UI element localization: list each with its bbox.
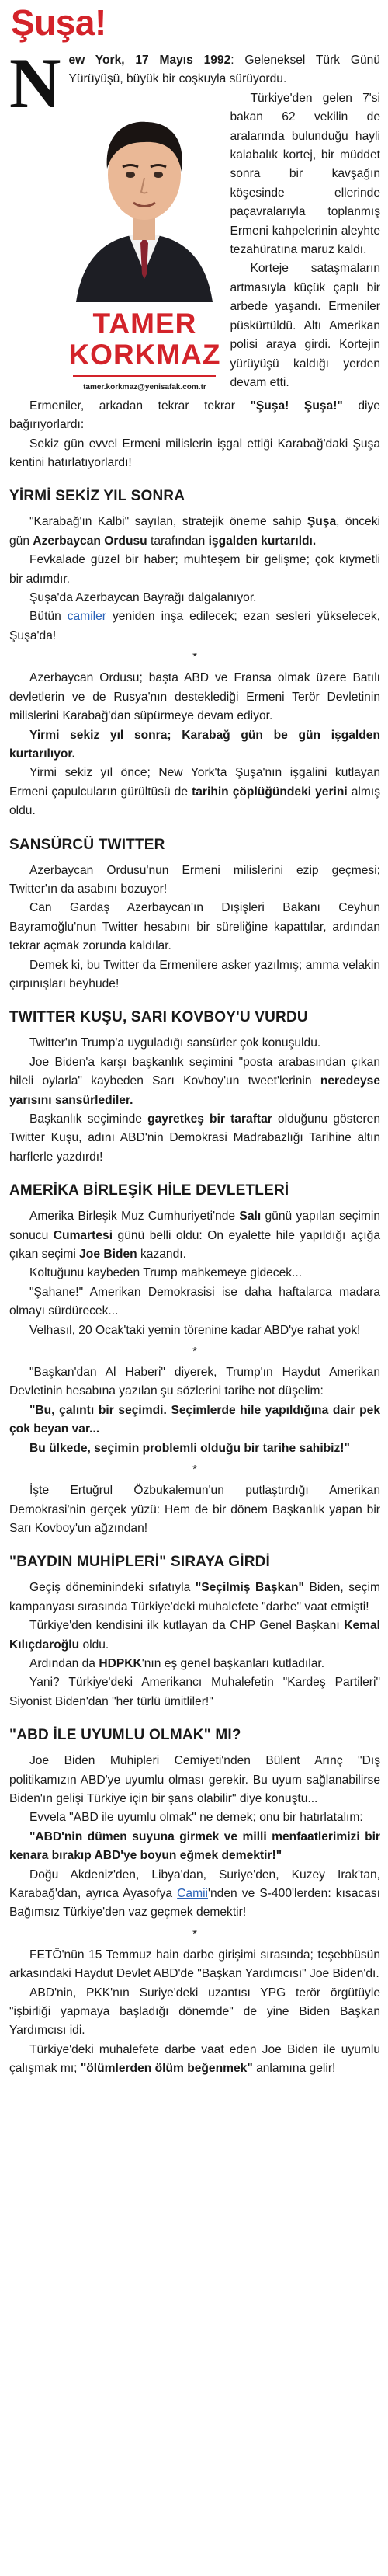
paragraph: İşte Ertuğrul Özbukalemun'un putlaştırdığı Amerikan Demokrasi'nin gerçek yüzü: Hem de bir dönem Başkanlık yapan bir Sarı Kovboy'un ağzından!: [9, 1484, 380, 1535]
paragraph: [9, 1655, 380, 1673]
text: Ardından da: [29, 1656, 99, 1670]
paragraph: [9, 1110, 380, 1167]
lede-text: ew York,: [68, 54, 136, 67]
author-name: [68, 308, 220, 371]
section-heading-abd-uyumlu: "ABD İLE UYUMLU OLMAK" MI?: [9, 1727, 241, 1744]
paragraph: Azerbaycan Ordusu; başta ABD ve Fransa olmak üzere Batılı devletlerin ve de Rusya'nın desteklediği Ermeni Terör Devletinin milislerini Karabağ'dan süpürmeye devam ediyor.: [9, 671, 380, 723]
article: [0, 2, 388, 2576]
text: Bütün: [29, 610, 68, 624]
author-portrait: [68, 94, 220, 302]
paragraph: Can Gardaş Azerbaycan'ın Dışişleri Bakanı Ceyhun Bayramoğlu'nun Twitter hesabını bir süreliğine kapattılar, ardından tekrar açmak zorunda kaldılar.: [9, 901, 380, 953]
text: Türkiye'deki muhalefete darbe vaat eden Joe Biden ile uyumlu çalışmak mı;: [9, 2042, 380, 2076]
bold-text: HDPKK: [99, 1656, 142, 1670]
bold-quote: Bu ülkede, seçimin problemli olduğu bir tarihe sahibiz!": [29, 1441, 350, 1455]
lede: [9, 44, 380, 472]
paragraph: [9, 1207, 380, 1264]
text: "Karabağ'ın Kalbi" sayılan, stratejik öneme sahip: [29, 515, 307, 529]
section-heading-twitter-kusu: TWITTER KUŞU, SARI KOVBOY'U VURDU: [9, 1009, 308, 1026]
paragraph: ABD'nin, PKK'nın Suriye'deki uzantısı YPG terör örgütüyle "işbirliği yapmaya başladığı dönemde" de yine Biden Başkan Yardımcısı idi.: [9, 1986, 380, 2038]
text: Türkiye'den kendisini ilk kutlayan da CHP Genel Başkanı: [29, 1619, 345, 1633]
text: Amerika Birleşik Muz Cumhuriyeti'nde: [29, 1210, 240, 1224]
lede-paragraph-3: Korteje sataşmaların artmasıyla küçük çaplı bir arbede yaşandı. Ermeniler püskürtüldü. Altı Amerikan polisi araya girdi. Kortejin yürüyüşü kaldığı yerden devam etti.: [230, 262, 380, 389]
paragraph: Evvela "ABD ile uyumlu olmak" ne demek; onu bir hatırlatalım:: [29, 1811, 363, 1825]
lede-date: 17 Mayıs 1992: [135, 54, 231, 67]
text: Başkanlık seçiminde: [29, 1112, 148, 1126]
text: tarafından: [147, 534, 209, 548]
paragraph: "Şahane!" Amerikan Demokrasisi ise daha haftalarca madara olmayı sürdürecek...: [9, 1285, 380, 1318]
bold-text: Joe Biden: [79, 1248, 137, 1262]
section-heading-hile-devletleri: AMERİKA BİRLEŞİK HİLE DEVLETLERİ: [9, 1182, 289, 1199]
author-email[interactable]: tamer.korkmaz@yenisafak.com.tr: [83, 382, 206, 392]
text: günü belli oldu: On eyalette hile yapıldığı açığa çıkan seçimi: [9, 1228, 380, 1262]
drop-cap: N: [9, 44, 61, 123]
paragraph: Joe Biden Muhipleri Cemiyeti'nden Bülent Arınç "Dış politikamızın ABD'ye uyumlu olması gerekir. Bu uyum sağlanabilirse Biden'ın gelişi Türkiye için bir şans olabilir" diye konuştu...: [9, 1754, 380, 1805]
paragraph: [9, 2041, 380, 2079]
lede-text: : Geleneksel Türk Günü Yürüyüşü, büyük bir coşkuyla sürüyordu.: [68, 54, 380, 86]
section-heading-yirmi-sekiz: YİRMİ SEKİZ YIL SONRA: [9, 488, 185, 505]
paragraph: Fevkalade güzel bir haber; muhteşem bir gelişme; çok kıymetli bir adımdır.: [9, 553, 380, 586]
separator-star: *: [192, 650, 197, 664]
text: anlamına gelir!: [252, 2062, 336, 2076]
text: 'nden ve S-400'lerden: kısacası Bağımsız Türkiye'den vaz geçmek demektir!: [9, 1887, 380, 1920]
lede-paragraph-2: Türkiye'den gelen 7'si bakan 62 vekilin de aralarında bulunduğu hayli kalabalık kortej, bir müddet sonra bir kavşağın köşesinde ellerinde paçavralarıyla toplanmış Ermeni kahpelerinin aleyhte tezahüratına maruz kaldı.: [230, 91, 380, 257]
text: günü yapılan seçimin sonucu: [9, 1210, 380, 1242]
text: Joe Biden'a karşı başkanlık seçimini "posta arabasından çıkan hileli oylarla" kaybeden Sarı Kovboy'un tweet'lerinin: [9, 1055, 380, 1088]
paragraph: [9, 1401, 380, 1439]
paragraph: [9, 1053, 380, 1110]
text: diye bağırıyorlardı:: [9, 399, 380, 432]
separator-star: *: [192, 1345, 197, 1359]
text: , önceki gün: [9, 515, 380, 548]
page-title: Şuşa!: [11, 2, 106, 43]
section-heading-sansurcu: SANSÜRCÜ TWITTER: [9, 836, 165, 853]
link-camii[interactable]: Camii: [177, 1887, 208, 1900]
text: Geçiş döneminindeki sıfatıyla: [29, 1581, 196, 1595]
text: Yirmi sekiz yıl önce; New York'ta Şuşa'nın işgalini kutlayan Ermeni çapulcuların gürültüsü de: [9, 766, 380, 799]
paragraph: [9, 607, 380, 646]
paragraph: [9, 513, 380, 551]
lede-paragraph-4: [9, 397, 380, 435]
bold-quote: "ABD'nin dümen suyuna girmek ve milli menfaatlerimizi bir kenara bırakıp ABD'ye boyun eğmek demektir!": [9, 1829, 380, 1863]
bold-text: "Seçilmiş Başkan": [195, 1581, 304, 1595]
paragraph: [9, 1866, 380, 1923]
paragraph: FETÖ'nün 15 Temmuz hain darbe girişimi sırasında; teşebbüsün arkasındaki Haydut Devlet ABD'de "Başkan Yardımcısı" Joe Biden'dı.: [9, 1948, 380, 1981]
author-last-name: KORKMAZ: [68, 338, 221, 371]
paragraph: Demek ki, bu Twitter da Ermenilere asker yazılmış; amma velakin çırpınışları beyhude!: [9, 958, 380, 990]
lede-paragraph-1: [9, 51, 380, 89]
paragraph: Velhasıl, 20 Ocak'taki yemin törenine kadar ABD'ye rahat yok!: [29, 1323, 361, 1337]
link-camiler[interactable]: camiler: [67, 610, 106, 624]
section-heading-baydin-muhipleri: "BAYDIN MUHİPLERİ" SIRAYA GİRDİ: [9, 1554, 271, 1571]
text: kazandı.: [137, 1248, 186, 1262]
paragraph: [9, 1579, 380, 1617]
text: 'nın eş genel başkanları kutladılar.: [141, 1656, 325, 1670]
bold-quote: "Bu, çalıntı bir seçimdi. Seçimlerde hile yapıldığına dair pek çok beyan var...: [9, 1403, 380, 1436]
paragraph: [9, 1828, 380, 1866]
bold-text: işgalden kurtarıldı.: [208, 534, 317, 548]
author-divider: [73, 375, 216, 377]
bold-text: tarihin çöplüğündeki yerini: [192, 785, 348, 799]
bold-text: Şuşa: [307, 515, 337, 529]
bold-text: Yirmi sekiz yıl sonra; Karabağ gün be gün işgalden kurtarılıyor.: [9, 728, 380, 761]
text: almış oldu.: [9, 785, 380, 818]
text: olduğunu gösteren Twitter Kuşu, adını ABD'nin Demokrasi Madrabazlığı Tarihine altın harflerle yazdırdı!: [9, 1112, 380, 1164]
separator-star: *: [192, 1463, 197, 1477]
paragraph: [9, 726, 380, 764]
paragraph: Azerbaycan Ordusu'nun Ermeni milislerini ezip geçmesi; Twitter'ın da asabını bozuyor!: [9, 863, 380, 896]
bold-text: gayretkeş bir taraftar: [147, 1112, 272, 1126]
paragraph: Twitter'ın Trump'a uyguladığı sansürler çok konuşuldu.: [29, 1036, 321, 1050]
quote: "Şuşa! Şuşa!": [250, 399, 343, 413]
author-box: [68, 94, 220, 394]
bold-text: Cumartesi: [53, 1228, 113, 1242]
text: yeniden inşa edilecek; ezan sesleri yükselecek, Şuşa'da!: [9, 610, 380, 642]
author-first-name: TAMER: [92, 307, 197, 339]
text: Ermeniler, arkadan tekrar tekrar: [29, 399, 251, 413]
portrait-image: [68, 94, 220, 302]
separator-star: *: [192, 1927, 197, 1941]
lede-paragraph-5: Sekiz gün evvel Ermeni milislerin işgal ettiği Karabağ'daki Şuşa kentini hatırlatıyorlardı!: [9, 437, 380, 470]
paragraph: [9, 764, 380, 820]
bold-text: Azerbaycan Ordusu: [33, 534, 147, 548]
bold-text: Kemal Kılıçdaroğlu: [9, 1619, 380, 1652]
paragraph: Yani? Türkiye'deki Amerikancı Muhalefetin "Kardeş Partileri" Siyonist Biden'dan "her türlü ümitliler!": [9, 1676, 380, 1708]
text: oldu.: [79, 1638, 109, 1652]
paragraph: Koltuğunu kaybeden Trump mahkemeye gidecek...: [29, 1266, 303, 1280]
bold-text: Salı: [239, 1210, 262, 1224]
paragraph: Şuşa'da Azerbaycan Bayrağı dalgalanıyor.: [29, 591, 257, 605]
text: Doğu Akdeniz'den, Libya'dan, Suriye'den, Kuzey Irak'tan, Karabağ'dan, ayrıca Ayasofya: [9, 1868, 380, 1900]
bold-text: "ölümlerden ölüm beğenmek": [80, 2062, 253, 2076]
paragraph: "Başkan'dan Al Haberi" diyerek, Trump'ın Haydut Amerikan Devletinin hesabına yazılan şu sözlerini tarihe not düşelim:: [9, 1366, 380, 1398]
paragraph: [9, 1439, 380, 1458]
paragraph: [9, 1617, 380, 1655]
bold-text: neredeyse yarısını sansürlediler.: [9, 1074, 380, 1107]
text: Biden, seçim kampanyası sırasında Türkiye'deki muhalefete "darbe" vaat etmişti!: [9, 1581, 380, 1613]
